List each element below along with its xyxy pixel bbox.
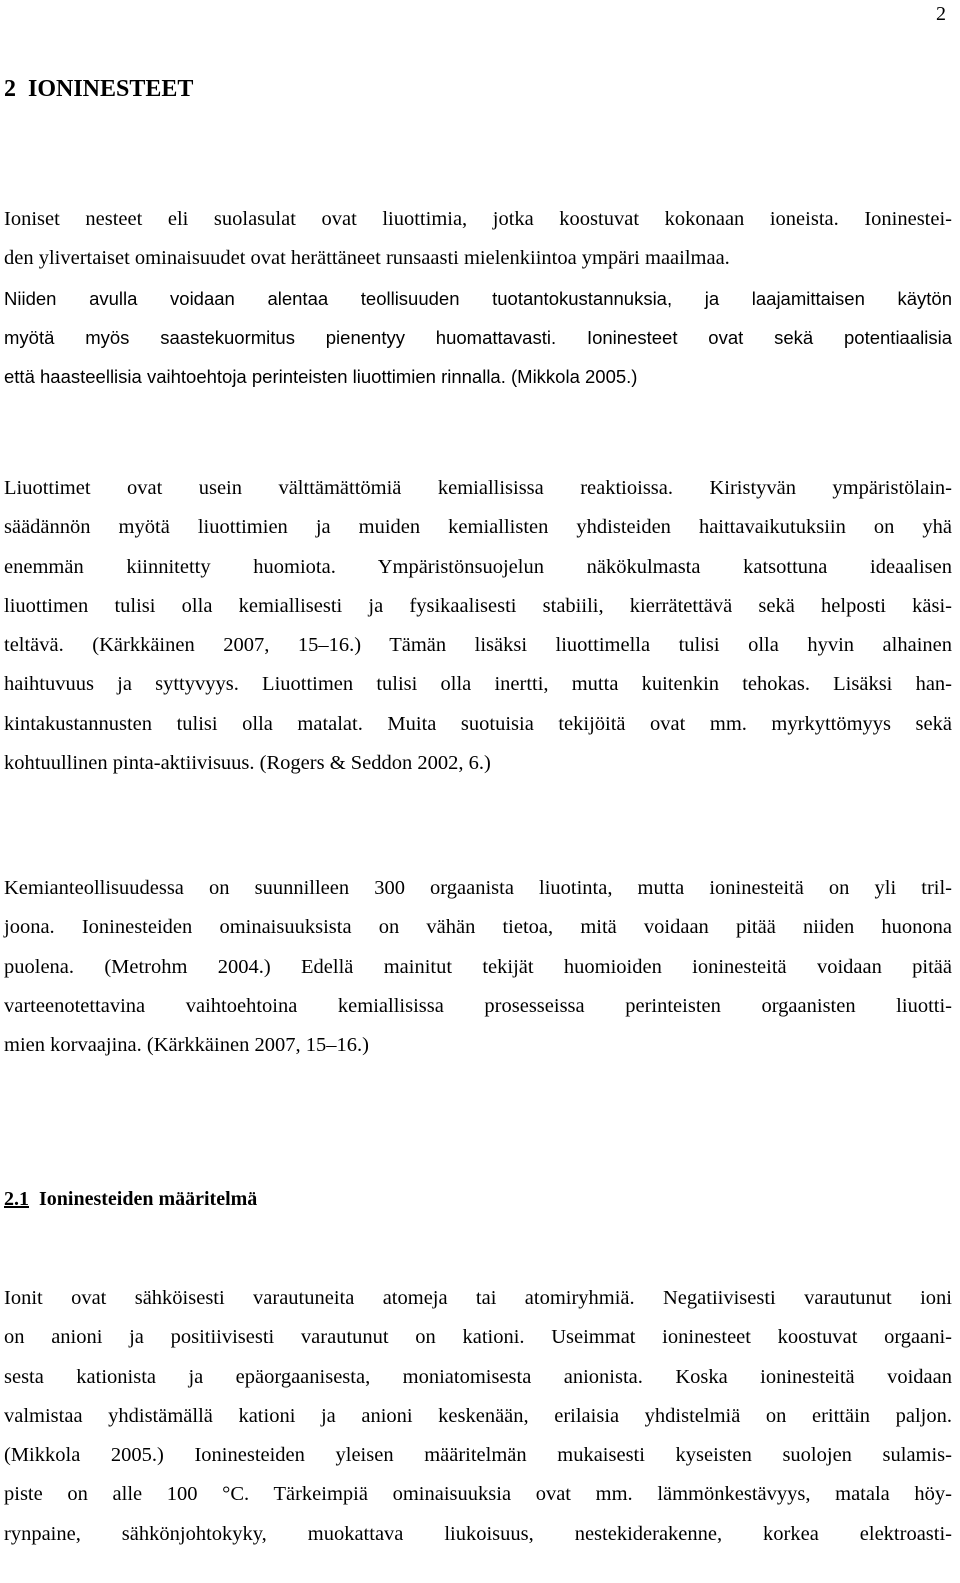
paragraph-intro: [4, 200, 952, 396]
text-line: että haasteellisia vaihtoehtoja perinteisten liuottimien rinnalla. (Mikkola 2005.): [4, 366, 638, 388]
text-line: Kemianteollisuudessa on suunnilleen 300 orgaanista liuotinta, mutta ioninesteitä on yli tril-: [4, 877, 952, 899]
text-line: varteenotettavina vaihtoehtoina kemiallisissa prosesseissa perinteisten orgaanisten liuotti-: [4, 994, 952, 1017]
section-heading: [4, 1185, 257, 1213]
chapter-heading: [4, 74, 193, 104]
text-line: haihtuvuus ja syttyvyys. Liuottimen tulisi olla inertti, mutta kuitenkin tehokas. Lisäksi han-: [4, 673, 952, 696]
page-number: 2: [936, 3, 946, 25]
text-line: piste on alle 100 °C. Tärkeimpiä ominaisuuksia ovat mm. lämmönkestävyys, matala höy-: [4, 1483, 952, 1506]
text-line: Niiden avulla voidaan alentaa teollisuuden tuotantokustannuksia, ja laajamittaisen käytön: [4, 287, 952, 309]
text-line: den ylivertaiset ominaisuudet ovat herättäneet runsaasti mielenkiintoa ympäri maailmaa.: [4, 247, 730, 270]
text-line: Ioniset nesteet eli suolasulat ovat liuottimia, jotka koostuvat kokonaan ioneista. Ioninestei-: [4, 208, 952, 230]
paragraph-solvents: [4, 469, 952, 783]
text-line: Liuottimet ovat usein välttämättömiä kemiallisissa reaktioissa. Kiristyvän ympäristölain-: [4, 477, 952, 499]
text-line: kohtuullinen pinta-aktiivisuus. (Rogers & Seddon 2002, 6.): [4, 752, 491, 775]
text-line: liuottimen tulisi olla kemiallisesti ja fysikaalisesti stabiili, kierrätettävä sekä helposti käsi-: [4, 594, 952, 617]
paragraph-definition: [4, 1279, 952, 1554]
text-line: säädännön myötä liuottimien ja muiden kemiallisten yhdisteiden haittavaikutuksiin on yhä: [4, 516, 952, 539]
paragraph-industry: [4, 869, 952, 1065]
section-title: Ioninesteiden määritelmä: [39, 1188, 258, 1210]
chapter-number: 2: [4, 76, 16, 102]
text-line: enemmän kiinnitetty huomiota. Ympäristönsuojelun näkökulmasta katsottuna ideaalisen: [4, 555, 952, 578]
text-line: mien korvaajina. (Kärkkäinen 2007, 15–16.): [4, 1034, 369, 1057]
section-number: 2.1: [4, 1188, 29, 1210]
text-line: kintakustannusten tulisi olla matalat. Muita suotuisia tekijöitä ovat mm. myrkyttömyys sekä: [4, 712, 952, 735]
text-line: joona. Ioninesteiden ominaisuuksista on vähän tietoa, mitä voidaan pitää niiden huonona: [4, 916, 952, 939]
text-line: sesta kationista ja epäorgaanisesta, moniatomisesta anionista. Koska ioninesteitä voidaan: [4, 1365, 952, 1388]
text-line: puolena. (Metrohm 2004.) Edellä mainitut tekijät huomioiden ioninesteitä voidaan pitää: [4, 955, 952, 978]
text-line: teltävä. (Kärkkäinen 2007, 15–16.) Tämän lisäksi liuottimella tulisi olla hyvin alhainen: [4, 634, 952, 657]
text-line: (Mikkola 2005.) Ioninesteiden yleisen määritelmän mukaisesti kyseisten suolojen sulamis-: [4, 1444, 952, 1467]
text-line: on anioni ja positiivisesti varautunut on kationi. Useimmat ioninesteet koostuvat orgaani-: [4, 1326, 952, 1349]
text-line: rynpaine, sähkönjohtokyky, muokattava liukoisuus, nestekiderakenne, korkea elektroasti-: [4, 1522, 952, 1545]
text-line: Ionit ovat sähköisesti varautuneita atomeja tai atomiryhmiä. Negatiivisesti varautunut ioni: [4, 1287, 952, 1309]
chapter-title: IONINESTEET: [28, 76, 194, 102]
text-line: myötä myös saastekuormitus pienentyy huomattavasti. Ioninesteet ovat sekä potentiaalisia: [4, 326, 952, 348]
text-line: valmistaa yhdistämällä kationi ja anioni keskenään, erilaisia yhdistelmiä on erittäin paljon.: [4, 1404, 952, 1427]
